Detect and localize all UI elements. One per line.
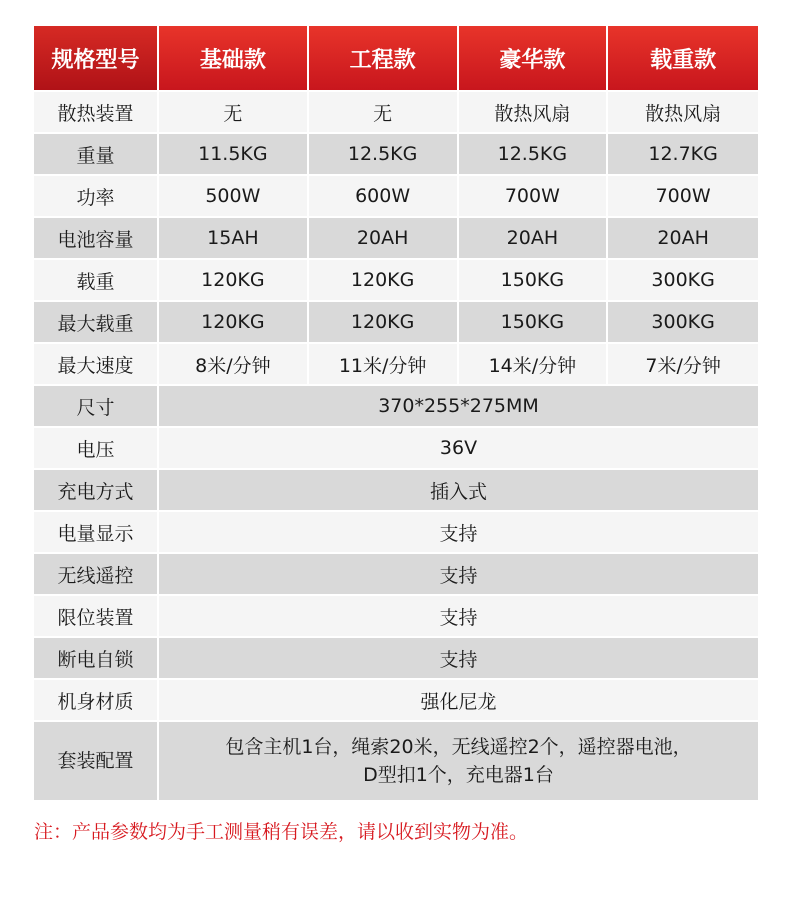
row-label: 尺寸 [34, 386, 159, 428]
table-cell: 支持 [159, 512, 758, 554]
table-cell: 15AH [159, 218, 309, 260]
header-cell-engineering: 工程款 [309, 26, 459, 92]
table-row [34, 470, 758, 512]
row-label: 充电方式 [34, 470, 159, 512]
table-cell: 500W [159, 176, 309, 218]
table-cell: 370*255*275MM [159, 386, 758, 428]
package-line-2: D型扣1个，充电器1台 [363, 764, 554, 786]
row-label: 断电自锁 [34, 638, 159, 680]
row-label: 电压 [34, 428, 159, 470]
row-label: 电量显示 [34, 512, 159, 554]
table-cell: 150KG [459, 302, 609, 344]
header-cell-deluxe: 豪华款 [459, 26, 609, 92]
table-cell: 700W [459, 176, 609, 218]
table-cell: 12.7KG [608, 134, 758, 176]
row-label: 限位装置 [34, 596, 159, 638]
table-row [34, 302, 758, 344]
table-row [34, 176, 758, 218]
table-cell: 7米/分钟 [608, 344, 758, 386]
table-cell: 20AH [608, 218, 758, 260]
header-cell-heavy: 载重款 [608, 26, 758, 92]
table-header [34, 26, 758, 92]
table-row [34, 428, 758, 470]
table-row [34, 218, 758, 260]
table-cell: 无 [309, 92, 459, 134]
table-row [34, 554, 758, 596]
table-cell: 散热风扇 [459, 92, 609, 134]
table-row [34, 260, 758, 302]
table-cell: 12.5KG [459, 134, 609, 176]
table-cell: 8米/分钟 [159, 344, 309, 386]
row-label: 散热装置 [34, 92, 159, 134]
table-cell: 300KG [608, 260, 758, 302]
row-label: 套装配置 [34, 722, 159, 802]
table-cell: 强化尼龙 [159, 680, 758, 722]
table-cell: 120KG [159, 302, 309, 344]
table-row [34, 512, 758, 554]
table-cell: 支持 [159, 554, 758, 596]
package-contents [159, 722, 758, 802]
row-label: 重量 [34, 134, 159, 176]
row-label: 最大速度 [34, 344, 159, 386]
row-label: 载重 [34, 260, 159, 302]
table-cell: 36V [159, 428, 758, 470]
table-cell: 12.5KG [309, 134, 459, 176]
spec-table [34, 26, 758, 802]
row-label: 最大载重 [34, 302, 159, 344]
table-cell: 11米/分钟 [309, 344, 459, 386]
table-row [34, 596, 758, 638]
table-cell: 120KG [309, 260, 459, 302]
table-cell: 14米/分钟 [459, 344, 609, 386]
row-label: 无线遥控 [34, 554, 159, 596]
row-label: 功率 [34, 176, 159, 218]
table-row [34, 344, 758, 386]
package-line-1: 包含主机1台，绳索20米，无线遥控2个，遥控器电池， [225, 736, 692, 758]
table-row [34, 92, 758, 134]
table-cell: 150KG [459, 260, 609, 302]
table-row [34, 638, 758, 680]
table-row-package [34, 722, 758, 802]
table-cell: 20AH [459, 218, 609, 260]
table-cell: 120KG [309, 302, 459, 344]
table-cell: 700W [608, 176, 758, 218]
table-cell: 插入式 [159, 470, 758, 512]
table-row [34, 134, 758, 176]
table-cell: 20AH [309, 218, 459, 260]
table-row [34, 386, 758, 428]
table-cell: 散热风扇 [608, 92, 758, 134]
table-cell: 300KG [608, 302, 758, 344]
table-row [34, 680, 758, 722]
header-cell-model: 规格型号 [34, 26, 159, 92]
table-cell: 无 [159, 92, 309, 134]
table-cell: 120KG [159, 260, 309, 302]
table-cell: 600W [309, 176, 459, 218]
row-label: 电池容量 [34, 218, 159, 260]
disclaimer-note: 注：产品参数均为手工测量稍有误差，请以收到实物为准。 [34, 821, 529, 843]
header-cell-basic: 基础款 [159, 26, 309, 92]
table-cell: 11.5KG [159, 134, 309, 176]
table-cell: 支持 [159, 596, 758, 638]
row-label: 机身材质 [34, 680, 159, 722]
table-cell: 支持 [159, 638, 758, 680]
